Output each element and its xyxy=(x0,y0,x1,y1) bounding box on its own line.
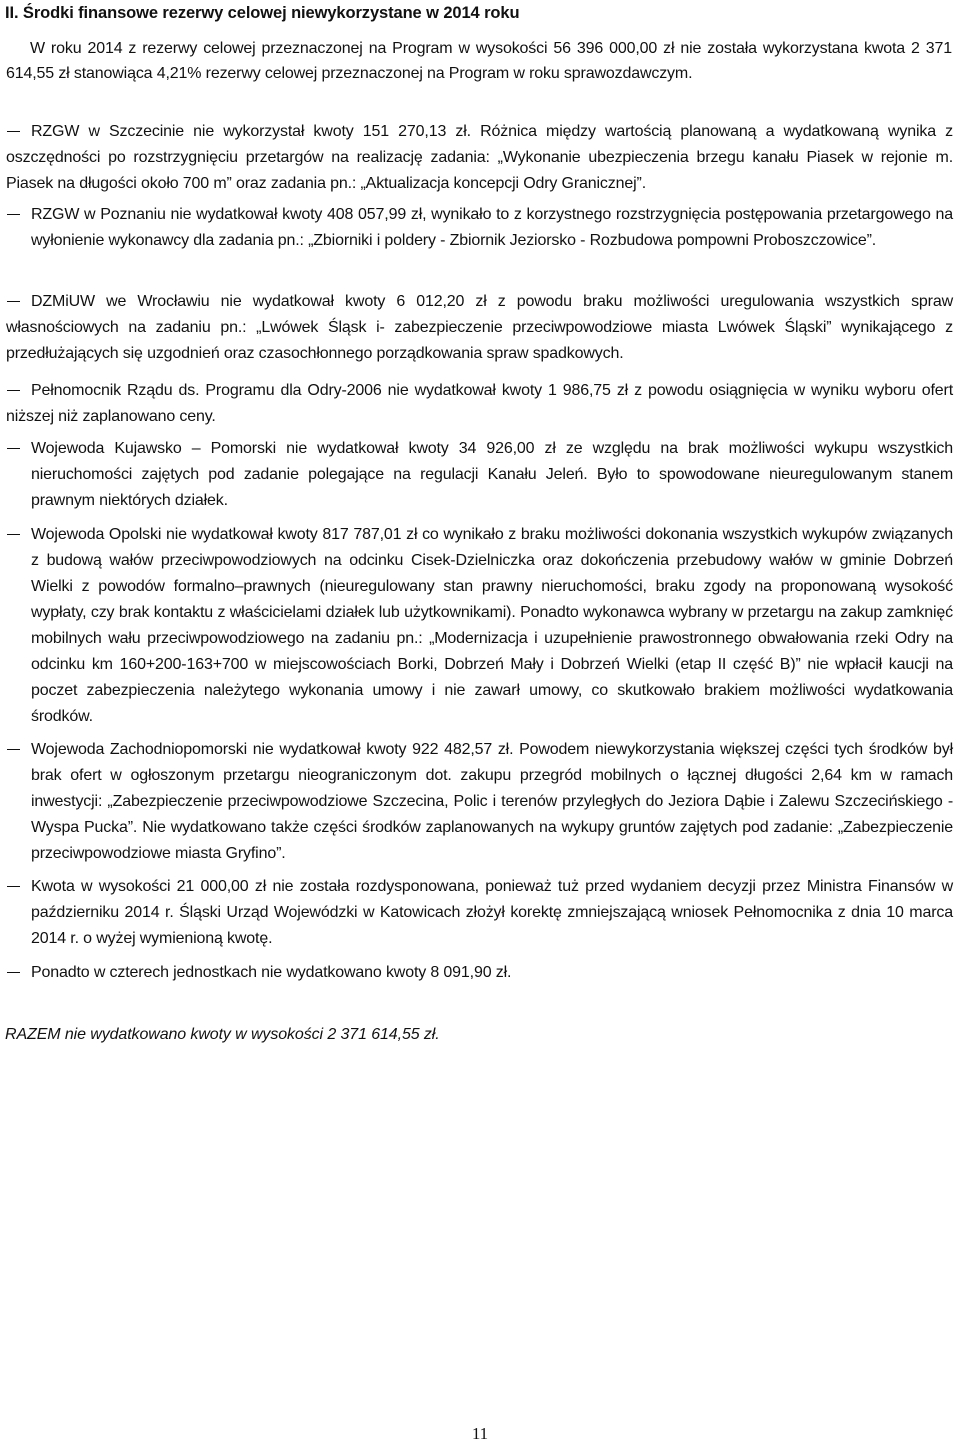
bullet-text: Wojewoda Zachodniopomorski nie wydatkował kwoty 922 482,57 zł. Powodem niewykorzystania większej części tych środków był brak ofert w ogłoszonym przetargu nieograniczonym dot. zakupu przegród mobilnych o łącznej długości 2,64 km w ramach inwestycji: „Zabezpieczenie przeciwpowodziowe Szczecina, Polic i terenów przyległych do Jeziora Dąbie i Zalewu Szczecińskiego - Wyspa Pucka”. Nie wydatkowano także części środków zaplanowanych na wykupy gruntów zajętych pod zadanie: „Zabezpieczenie przeciwpowodziowe miasta Gryfino”. xyxy=(31,741,953,862)
dash-bullet-icon xyxy=(7,214,20,215)
intro-paragraph: W roku 2014 z rezerwy celowej przeznaczonej na Program w wysokości 56 396 000,00 zł nie została wykorzystana kwota 2 371 614,55 zł stanowiąca 4,21% rezerwy celowej przeznaczonej na Program w roku sprawozdawczym. xyxy=(6,40,952,82)
dash-bullet-icon xyxy=(7,972,20,973)
bullet-text: Ponadto w czterech jednostkach nie wydatkowano kwoty 8 091,90 zł. xyxy=(31,964,512,981)
bullet-text: RZGW w Szczecinie nie wykorzystał kwoty 151 270,13 zł. Różnica między wartością planowaną a wydatkowaną wynika z oszczędności po rozstrzygnięciu przetargów na realizację zadania: „Wykonanie ubezpieczenia brzegu kanału Piasek w rejonie m. Piasek na długości około 700 m” oraz zadania pn.: „Aktualizacja koncepcji Odry Granicznej”. xyxy=(6,123,953,192)
dash-bullet-icon xyxy=(7,534,20,535)
bullet-text: Kwota w wysokości 21 000,00 zł nie została rozdysponowana, ponieważ tuż przed wydaniem decyzji przez Ministra Finansów w październiku 2014 r. Śląski Urząd Wojewódzki w Katowicach złożył korektę zmniejszającą wniosek Pełnomocnika z dnia 10 marca 2014 r. o wyżej wymienioną kwotę. xyxy=(31,878,953,947)
summary-total: RAZEM nie wydatkowano kwoty w wysokości 2 371 614,55 zł. xyxy=(5,1026,440,1043)
dash-bullet-icon xyxy=(7,886,20,887)
bullet-text: RZGW w Poznaniu nie wydatkował kwoty 408 057,99 zł, wynikało to z korzystnego rozstrzygnięcia postępowania przetargowego na wyłonienie wykonawcy dla zadania pn.: „Zbiorniki i poldery - Zbiornik Jeziorsko - Rozbudowa pompowni Proboszczowice”. xyxy=(31,206,953,249)
bullet-text: DZMiUW we Wrocławiu nie wydatkował kwoty 6 012,20 zł z powodu braku możliwości uregulowania wszystkich spraw własnościowych na zadaniu pn.: „Lwówek Śląsk i- zabezpieczenie przeciwpowodziowe miasta Lwówek Śląski” wynikającego z przedłużających się uzgodnień oraz czasochłonnego porządkowania spraw spadkowych. xyxy=(6,293,953,362)
bullet-text: Wojewoda Kujawsko – Pomorski nie wydatkował kwoty 34 926,00 zł ze względu na brak możliwości wykupu wszystkich nieruchomości zajętych pod zadanie polegające na regulacji Kanału Jeleń. Było to spowodowane nieuregulowanym stanem prawnym niektórych działek. xyxy=(31,440,953,509)
dash-bullet-icon xyxy=(7,749,20,750)
bullet-text: Wojewoda Opolski nie wydatkował kwoty 817 787,01 zł co wynikało z braku możliwości dokonania wszystkich wykupów związanych z budową wałów przeciwpowodziowych na odcinku Cisek-Dzielniczka oraz dokończenia przebudowy wałów w gminie Dobrzeń Wielki z powodów formalno–prawnych (nieuregulowany stan prawny nieruchomości, braku zgody na proponowaną wysokość wypłaty, czy brak kontaktu z właścicielami działek lub użytkownikami). Ponadto wykonawca wybrany w przetargu na zakup zamknięć mobilnych wału przeciwpowodziowego na zadaniu pn.: „Modernizacja i uzupełnienie prawostronnego obwałowania rzeki Odry na odcinku km 160+200-163+700 w miejscowościach Borki, Dobrzeń Mały i Dobrzeń Wielki (etap II część B)” nie wpłacił kaucji na poczet zabezpieczenia należytego wykonania umowy i nie zawarł umowy, co skutkowało brakiem możliwości wydatkowania środków. xyxy=(31,526,953,725)
bullet-text: Pełnomocnik Rządu ds. Programu dla Odry-2006 nie wydatkował kwoty 1 986,75 zł z powodu osiągnięcia w wyniku wyboru ofert niższej niż zaplanowano ceny. xyxy=(6,382,953,425)
section-heading: II. Środki finansowe rezerwy celowej niewykorzystane w 2014 roku xyxy=(5,4,520,22)
page-number: 11 xyxy=(471,1424,489,1443)
dash-bullet-icon xyxy=(7,448,20,449)
